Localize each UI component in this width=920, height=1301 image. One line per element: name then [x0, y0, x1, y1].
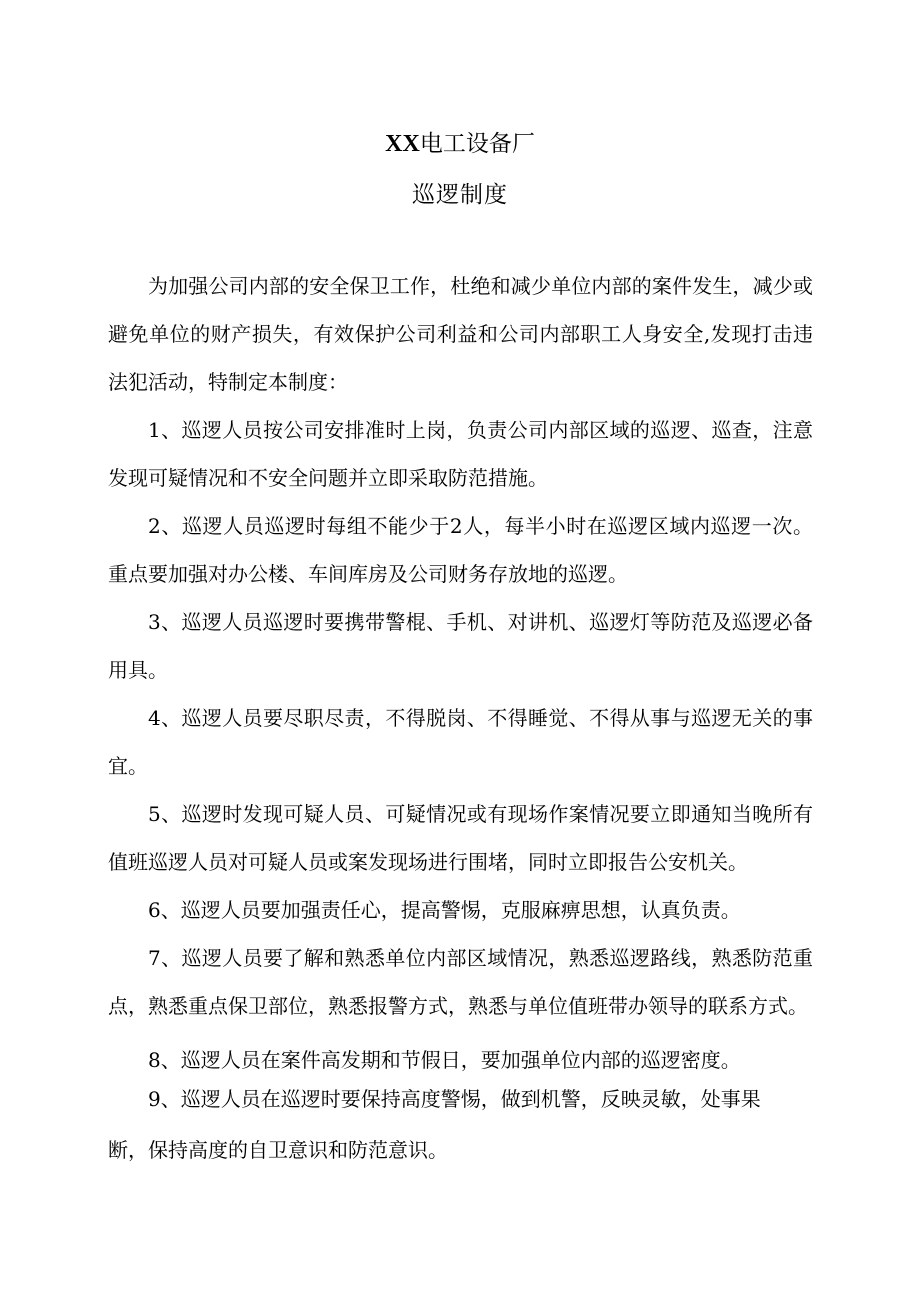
document-subtitle: 巡逻制度 [412, 182, 508, 208]
document-body-end [108, 1036, 813, 1084]
rule-8: 8、巡逻人员在案件高发期和节假日，要加强单位内部的巡逻密度。 [148, 1048, 741, 1072]
document-body [108, 262, 813, 1030]
rule-7: 7、巡逻人员要了解和熟悉单位内部区域情况，熟悉巡逻路线，熟悉防范重点，熟悉重点保卫部位，熟悉报警方式，熟悉与单位值班带办领导的联系方式。 [108, 946, 813, 1018]
rule-6: 6、巡逻人员要加强责任心，提高警惕，克服麻痹思想，认真负责。 [148, 898, 741, 922]
title-prefix: XX [385, 131, 420, 157]
rule-9-line-2: 断，保持高度的自卫意识和防范意识。 [108, 1138, 448, 1162]
rule-2: 2、巡逻人员巡逻时每组不能少于2人，每半小时在巡逻区域内巡逻一次。重点要加强对办公楼、车间库房及公司财务存放地的巡逻。 [108, 514, 813, 586]
rule-1: 1、巡逻人员按公司安排准时上岗，负责公司内部区域的巡逻、巡查，注意发现可疑情况和不安全问题并立即采取防范措施。 [108, 418, 813, 490]
rule-4: 4、巡逻人员要尽职尽责，不得脱岗、不得睡觉、不得从事与巡逻无关的事宜。 [108, 706, 813, 778]
rule-3: 3、巡逻人员巡逻时要携带警棍、手机、对讲机、巡逻灯等防范及巡逻必备用具。 [108, 610, 813, 682]
rule-5: 5、巡逻时发现可疑人员、可疑情况或有现场作案情况要立即通知当晚所有值班巡逻人员对可疑人员或案发现场进行围堵，同时立即报告公安机关。 [108, 802, 813, 874]
intro-paragraph: 为加强公司内部的安全保卫工作，杜绝和减少单位内部的案件发生，减少或避免单位的财产损失，有效保护公司利益和公司内部职工人身安全,发现打击违法犯活动，特制定本制度： [108, 274, 813, 394]
document-title [0, 129, 920, 159]
rule-9-line-1: 9、巡逻人员在巡逻时要保持高度警惕，做到机警，反映灵敏，处事果 [148, 1087, 761, 1111]
title-company: 电工设备厂 [419, 131, 535, 157]
